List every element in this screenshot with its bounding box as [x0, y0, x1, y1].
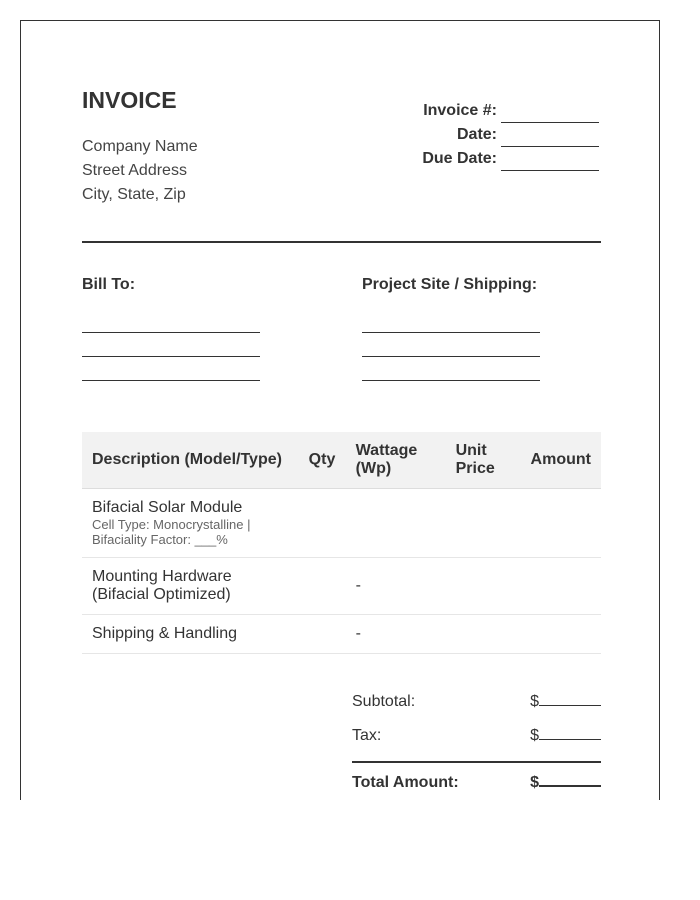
row-2-title-line2: (Bifacial Optimized): [92, 586, 231, 603]
bill-to-line-1[interactable]: [82, 332, 260, 333]
invoice-number-row: [339, 99, 599, 123]
invoice-title: INVOICE: [82, 87, 177, 113]
header-divider: [82, 241, 601, 243]
subtotal-label: Subtotal:: [352, 693, 416, 710]
row-2-description: [82, 558, 299, 615]
subtotal-blank: [539, 689, 601, 706]
tax-blank: [539, 723, 601, 740]
date-row: [339, 123, 599, 147]
bill-to-label: Bill To:: [82, 276, 136, 293]
subtotal-currency: $: [530, 693, 539, 710]
invoice-meta: [339, 99, 599, 171]
header-wattage-line2: (Wp): [355, 460, 392, 477]
invoice-sheet: [20, 20, 660, 800]
totals-divider: [352, 761, 601, 763]
row-1-note-2: Bifaciality Factor: ___%: [92, 532, 228, 547]
row-3-qty[interactable]: [299, 615, 346, 654]
company-street: Street Address: [82, 162, 187, 179]
company-city: City, State, Zip: [82, 186, 186, 203]
row-1-note-1: Cell Type: Monocrystalline |: [92, 517, 251, 532]
row-1-wattage[interactable]: [346, 489, 446, 558]
table-row: [82, 558, 601, 615]
row-2-amount[interactable]: [521, 558, 601, 615]
bill-to-line-3[interactable]: [82, 380, 260, 381]
header-amount: Amount: [521, 432, 601, 489]
ship-to-line-2[interactable]: [362, 356, 540, 357]
row-2-unit-price[interactable]: [446, 558, 521, 615]
due-date-field[interactable]: [501, 152, 599, 171]
date-field[interactable]: [501, 128, 599, 147]
row-1-title: Bifacial Solar Module: [92, 499, 243, 516]
date-label: Date:: [456, 126, 497, 143]
ship-to-line-1[interactable]: [362, 332, 540, 333]
header-qty: Qty: [299, 432, 346, 489]
table-header-row: [82, 432, 601, 489]
total-row: [352, 769, 601, 792]
tax-row: [352, 723, 601, 745]
row-2-title-line1: Mounting Hardware: [92, 568, 232, 585]
subtotal-row: [352, 689, 601, 711]
tax-currency: $: [530, 727, 539, 744]
company-name: Company Name: [82, 138, 198, 155]
row-1-description: [82, 489, 299, 558]
table-row: [82, 615, 601, 654]
row-3-description: Shipping & Handling: [82, 615, 299, 654]
subtotal-value[interactable]: [530, 689, 601, 711]
header-wattage: [346, 432, 446, 489]
tax-value[interactable]: [530, 723, 601, 745]
due-date-row: [339, 147, 599, 171]
invoice-number-field[interactable]: [501, 104, 599, 123]
header-unit-price-line1: Unit: [455, 442, 487, 459]
invoice-number-label: Invoice #:: [423, 102, 497, 119]
row-2-wattage[interactable]: -: [346, 558, 446, 615]
items-table: [82, 432, 601, 654]
ship-to-line-3[interactable]: [362, 380, 540, 381]
row-1-unit-price[interactable]: [446, 489, 521, 558]
row-1-qty[interactable]: [299, 489, 346, 558]
row-3-amount[interactable]: [521, 615, 601, 654]
row-3-unit-price[interactable]: [446, 615, 521, 654]
header-wattage-line1: Wattage: [355, 442, 418, 459]
header-description: Description (Model/Type): [82, 432, 299, 489]
header-unit-price-line2: Price: [455, 460, 495, 477]
table-row: [82, 489, 601, 558]
row-2-qty[interactable]: [299, 558, 346, 615]
total-currency: $: [530, 774, 539, 791]
total-blank: [539, 769, 601, 787]
total-label: Total Amount:: [352, 774, 459, 791]
header-unit-price: [446, 432, 521, 489]
company-block: [82, 135, 198, 207]
total-value[interactable]: [530, 769, 601, 792]
due-date-label: Due Date:: [422, 150, 497, 167]
bill-to-line-2[interactable]: [82, 356, 260, 357]
row-1-amount[interactable]: [521, 489, 601, 558]
ship-to-label: Project Site / Shipping:: [362, 276, 538, 293]
row-3-wattage[interactable]: -: [346, 615, 446, 654]
tax-label: Tax:: [352, 727, 382, 744]
